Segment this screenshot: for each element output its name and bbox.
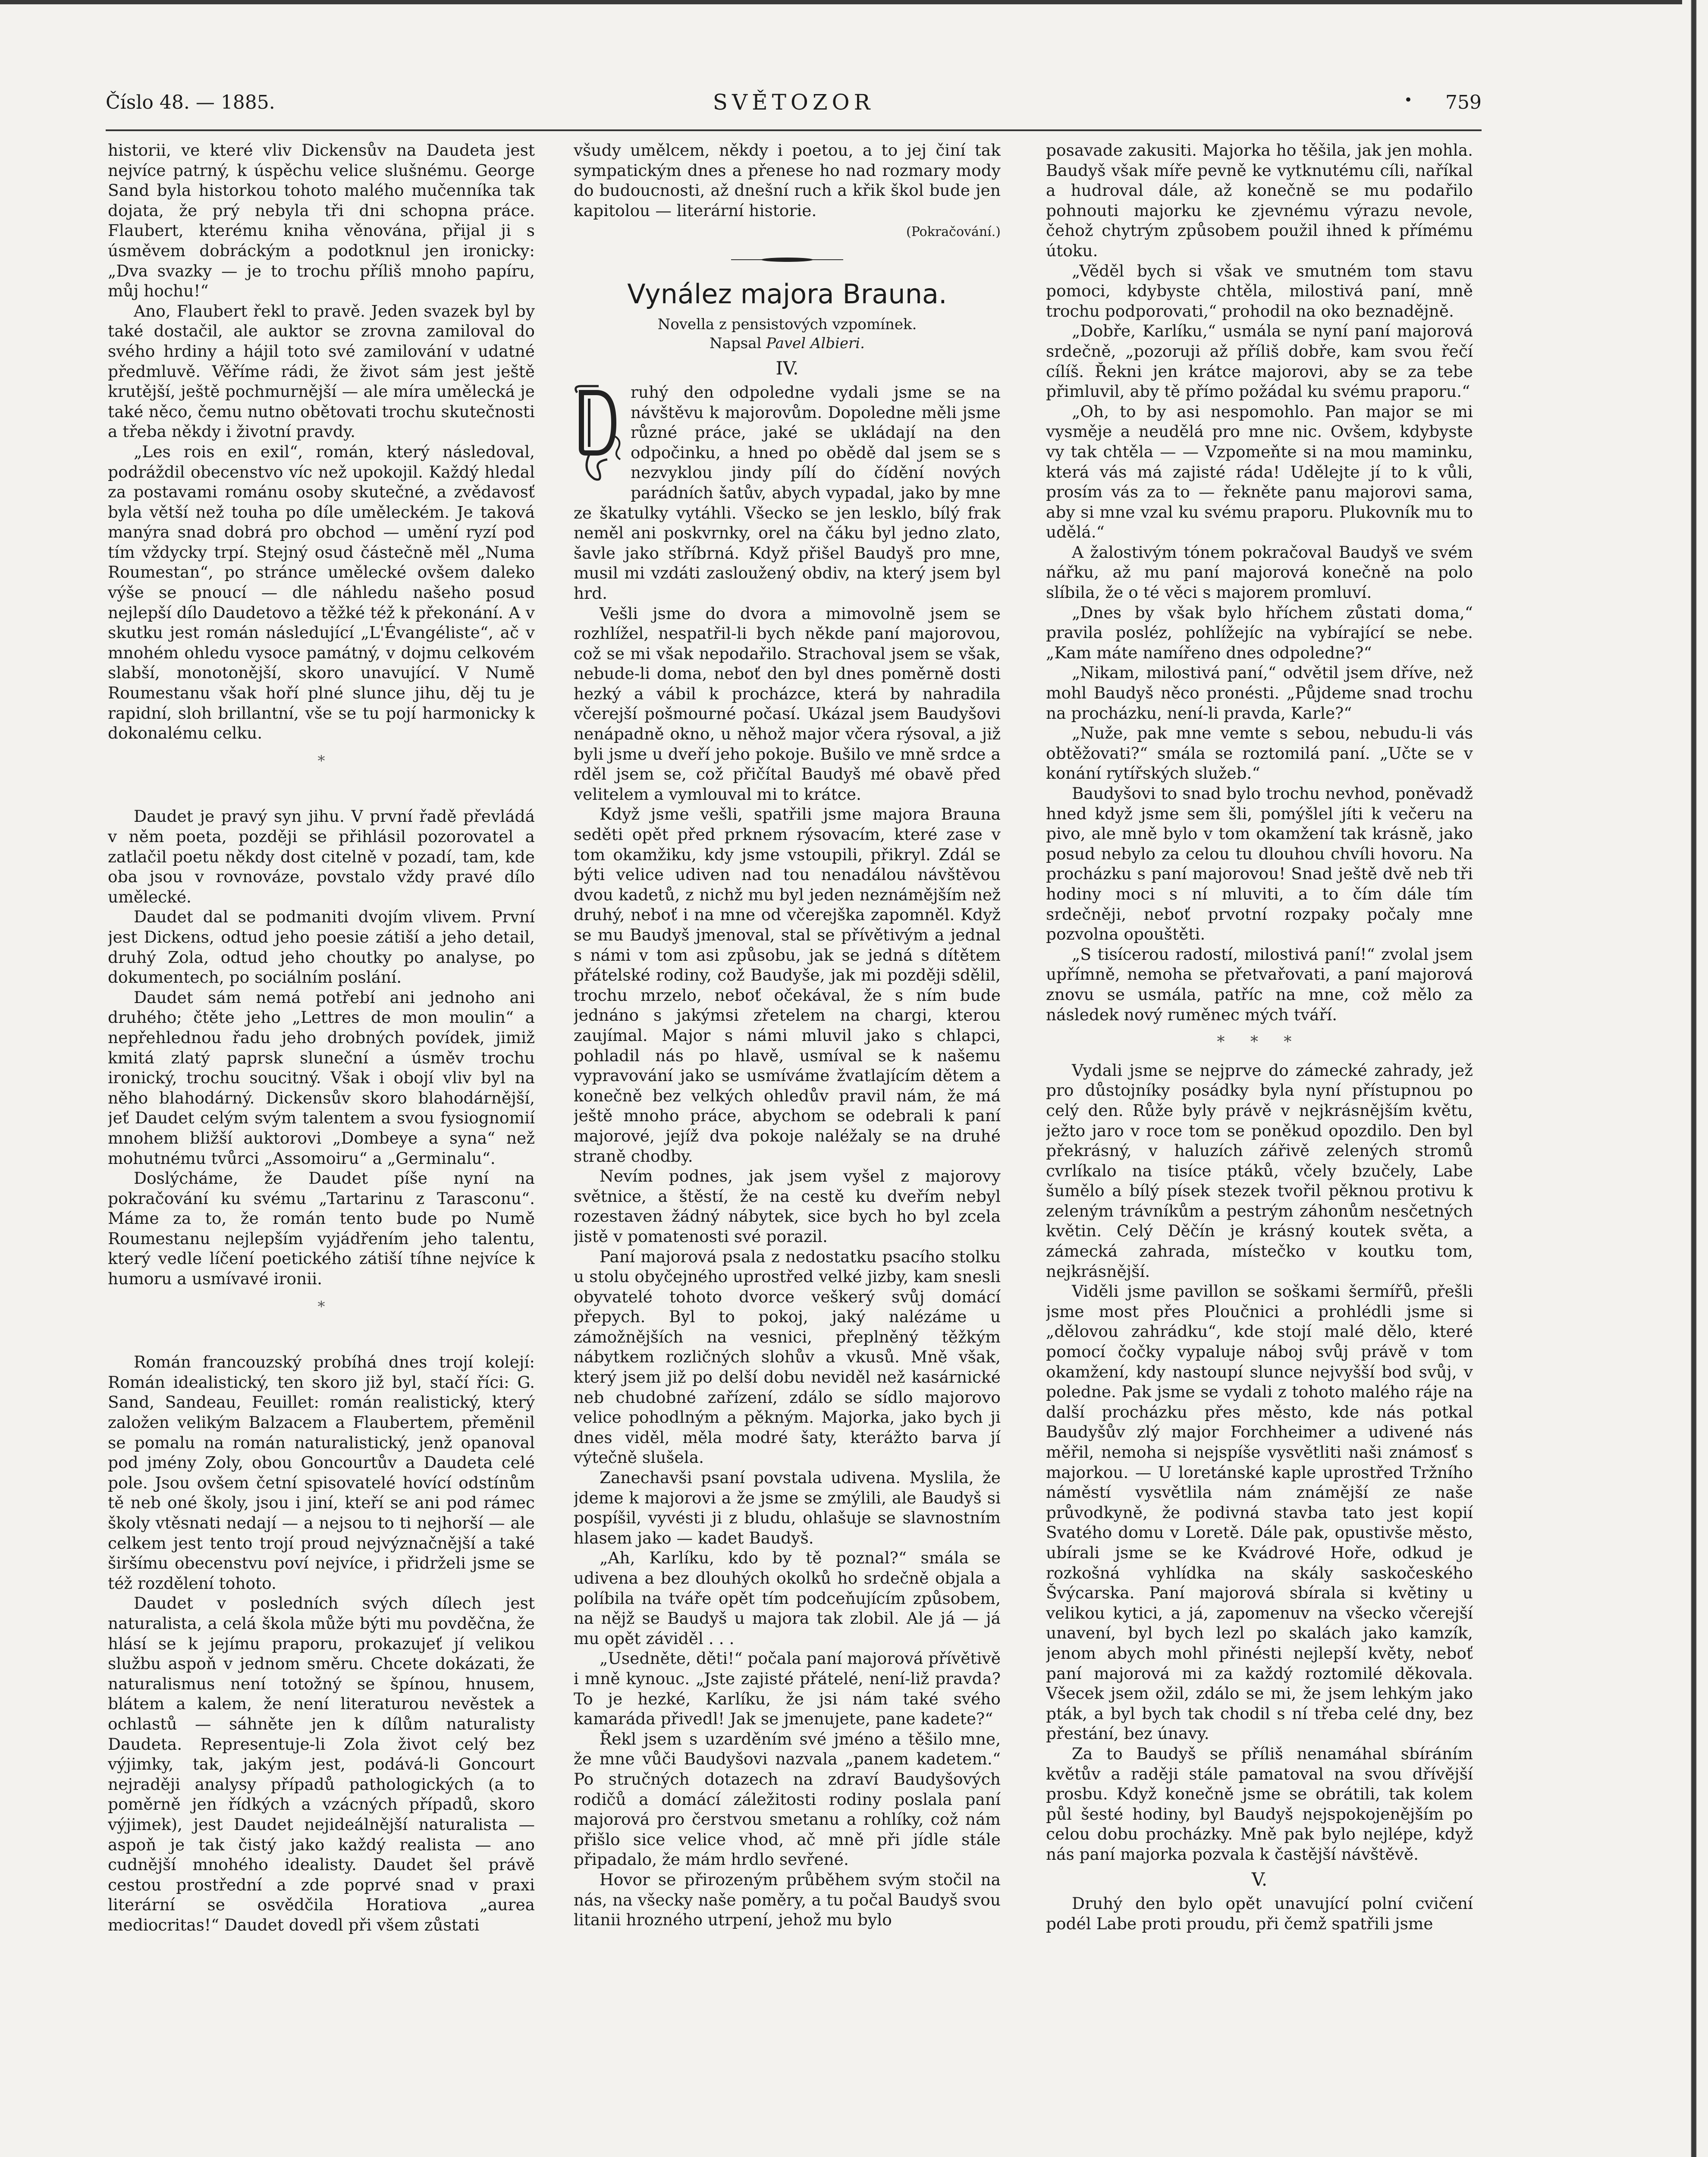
paragraph: ruhý den odpoledne vydali jsme se na návštěvu k majorovům. Dopoledne měli jsme různé práce, jaké se ukládají na den odpočinku, a hned po obědě dal jsem se s nezvyklou jindy pílí do čídění nových parádních šatův, abych vypadal, jako by mne ze škatulky vytáhli. Všecko se jen lesklo, bílý frak neměl ani poskvrnky, orel na čáku byl jedno zlato, šavle jako stříbrná. Když přišel Baudyš pro mne, musil mi vzdáti zasloužený obdiv, na který jsem byl hrd. (574, 382, 1001, 603)
header-rule (106, 129, 1482, 131)
paragraph: Vydali jsme se nejprve do zámecké zahrady, jež pro důstojníky posádky byla nyní přístupnou po celý den. Růže byly právě v nejkrásnějším květu, ježto jaro v roce tom se poněkud opozdilo. Den byl překrásný, v haluzích zářivě zelených stromů cvrlíkalo na tisíce ptáků, včely bzučely, Labe šumělo a bílý písek stezek tvořil pěknou protivu k zeleným trávníkům a pestrým záhonům nesčetných květin. Celý Děčín je krásný koutek světa, a zámecká zahrada, místečko v koutku tom, nejkrásnější. (1046, 1060, 1473, 1281)
paragraph: „Dnes by však bylo hříchem zůstati doma,“ pravila posléz, pohlížejíc na vybírající se nebe. „Kam máte namířeno dnes odpoledne?“ (1046, 603, 1473, 662)
page-header (106, 91, 1482, 122)
paragraph: historii, ve které vliv Dickensův na Daudeta jest nejvíce patrný, k úspěchu velice slušnému. George Sand byla historkou tohoto malého mučenníka tak dojata, že prý nebyla tři dni schopna práce. Flaubert, kterému kniha věnována, přijal ji s úsměvem dobráckým a podotknul jen ironicky: „Dva svazky — je to trochu příliš mnoho papíru, můj hochu!“ (108, 141, 535, 301)
paragraph: Vešli jsme do dvora a mimovolně jsem se rozhlížel, nespatřil-li bych někde paní majorovou, což se mi však nepodařilo. Strachoval jsem se však, nebude-li doma, neboť den byl dnes poměrně dosti hezký a vábil k procházce, která by nahradila včerejší pošmourné počasí. Ukázal jsem Baudyšovi nenápadně okno, u něhož major včera rýsoval, a již byli jsme u dveří jeho pokoje. Bušilo ve mně srdce a rděl jsem se, což přičítal Baudyš mé obavě před velitelem a vymlouval mi to krátce. (574, 604, 1001, 804)
column-2 (574, 140, 1001, 2157)
right-edge-rule (1682, 0, 1708, 2157)
paragraph: Zanechavši psaní povstala udivena. Myslila, že jdeme k majorovi a že jsme se zmýlili, ale Baudyš si pospíšil, vyvésti ji z bludu, ohlašuje se slavnostním hlasem jako — kadet Baudyš. (574, 1468, 1001, 1547)
paragraph: Hovor se přirozeným průběhem svým stočil na nás, na všecky naše poměry, a tu počal Baudyš svou litanii hrozného utrpení, jehož mu bylo (574, 1870, 1001, 1930)
author-prefix: Napsal (710, 334, 762, 352)
paragraph: „Usedněte, děti!“ počala paní majorová přívětivě i mně kynouc. „Jste zajisté přátelé, není-liž pravda? To je hezké, Karlíku, že jsi nám také svého kamaráda přivedl! Jak se jmenujete, pane kadete?“ (574, 1649, 1001, 1729)
paragraph: „Ah, Karlíku, kdo by tě poznal?“ smála se udivena a bez dlouhých okolků ho srdečně objala a políbila na tváře opět tím podceňujícím způsobem, na nějž se Baudyš u majora tak zlobil. Ale já — já mu opět záviděl . . . (574, 1548, 1001, 1648)
story-author-line (574, 334, 1001, 353)
paragraph: „Nikam, milostivá paní,“ odvětil jsem dříve, než mohl Baudyš něco pronésti. „Půjdeme snad trochu na procházku, není-li pravda, Karle?“ (1046, 663, 1473, 723)
paragraph: Ano, Flaubert řekl to pravě. Jeden svazek byl by také dostačil, ale auktor se zrovna zamiloval do svého hrdiny a hájil toto své zamilování v udatné předmluvě. Věříme rádi, že život sám jest ještě krutější, ještě pochmurnější — ale míra umělecká je také něco, čemu nutno obětovati trochu skutečnosti a třeba někdy i životní pravdy. (108, 301, 535, 441)
decorative-initial-d-icon (574, 384, 625, 483)
paragraph: Doslýcháme, že Daudet píše nyní na pokračování ku svému „Tartarinu z Tarasconu“. Máme za to, že román tento bude po Numě Roumestanu nejlepším vyjádřením jeho talentu, který vedle líčení poetického zátiší tíhne nejvíce k humoru a usmívavé ironii. (108, 1169, 535, 1289)
paragraph: Druhý den bylo opět unavující polní cvičení podél Labe proti proudu, při čemž spatřili jsme (1046, 1894, 1473, 1934)
column-3 (1046, 140, 1473, 2157)
paragraph: „Nuže, pak mne vemte s sebou, nebudu-li vás obtěžovati?“ smála se roztomilá paní. „Učte se v konání rytířských služeb.“ (1046, 723, 1473, 783)
paragraph: „Oh, to by asi nespomohlo. Pan major se mi vysměje a neudělá pro mne nic. Ovšem, kdybyste vy tak chtěla — — Vzpomeňte si na mou maminku, která vás má zajisté ráda! Udělejte jí to k vůli, prosím vás za to — řekněte panu majorovi sama, aby si mne vzal ku svému praporu. Plukovník mu to udělá.“ (1046, 402, 1473, 542)
chapter-heading: IV. (776, 357, 799, 379)
spacer (108, 1324, 535, 1352)
paragraph: posavade zakusiti. Majorka ho těšila, jak jen mohla. Baudyš však míře pevně ke vytknutému cíli, naříkal a hudroval dále, až konečně se mu podařilo pohnouti majorku ke zjevnému výrazu nevole, čehož chytrým způsobem použil ihned k přímému útoku. (1046, 141, 1473, 260)
paragraph: Román francouzský probíhá dnes trojí kolejí: Román idealistický, ten skoro již byl, stačí říci: G. Sand, Sandeau, Feuillet: román realistický, který založen velikým Balzacem a Flaubertem, přeměnil se pomalu na román naturalistický, jenž opanoval pod jmény Zoly, obou Goncourtův a Daudeta celé pole. Jsou ovšem četní spisovatelé hovící odstínům tě neb oné školy, jsou i jiní, kteří se ani pod rámec školy vtěsnati nedají — a nejsou to ti nejhorší — ale celkem jest tento trojí proud nejvýznačnější a také širšímu obecenstvu poví nejvíce, i přidrželi jsme se též rozdělení tohoto. (108, 1352, 535, 1593)
paragraph: Daudet v posledních svých dílech jest naturalista, a celá škola může býti mu povděčna, že hlásí se k jejímu praporu, prokazujeť jí velikou službu aspoň v jednom směru. Chcete dokázati, že naturalismus není totožný se špínou, hnusem, blátem a kalem, že není literaturou nevěstek a ochlastů — sáhněte jen k dílům naturalisty Daudeta. Representuje-li Zola život celý bez výjimky, tak, jakým jest, podává-li Goncourt nejraději analysy případů pathologických (a to poměrně jen řídkých a vzácných případů, skoro výjimek), jest Daudet nejideálnější naturalista — aspoň je tak čistý jako každý realista — ano cudnější mnohého idealisty. Daudet šel právě cestou prostřední a zde poprvé snad v praxi literární se osvědčila Horatiova „aurea mediocritas!“ Daudet dovedl při všem zůstati (108, 1594, 535, 1934)
story-title: Vynález majora Brauna. (627, 278, 947, 310)
paragraph: „S tisícerou radostí, milostivá paní!“ zvolal jsem upřímně, nemoha se přetvařovati, a paní majorová znovu se usmála, patříc na mne, což mělo za následek nový ruměnec mých tváří. (1046, 944, 1473, 1024)
paragraph: „Dobře, Karlíku,“ usmála se nyní paní majorová srdečně, „pozoruji až příliš dobře, kam svou řečí cílíš. Řekni jen krátce majorovi, aby se za tebe přimluvil, aby tě přímo požádal ku svému praporu.“ (1046, 321, 1473, 401)
story-subtitle: Novella z pensistových vzpomínek. (657, 315, 917, 333)
paragraph: Daudet dal se podmaniti dvojím vlivem. První jest Dickens, odtud jeho poesie zátiší a jeho detail, druhý Zola, odtud jeho choutky po analyse, po dokumentech, po sociálním poslání. (108, 907, 535, 987)
column-1 (108, 140, 535, 2157)
paragraph: Řekl jsem s uzarděním své jméno a těšilo mne, že mne vůči Baudyšovi nazvala „panem kadetem.“ Po stručných dotazech na zdraví Baudyšových rodičů a domácí záležitosti rodiny poslala paní majorová pro čerstvou smetanu a rohlíky, což nám přišlo sice velice vhod, ač mně při jídle stále připadalo, že mám hrdlo sevřené. (574, 1729, 1001, 1869)
continued-note: (Pokračování.) (906, 224, 1001, 240)
paragraph: všudy umělcem, někdy i poetou, a to jej činí tak sympatickým dnes a přenese ho nad rozmary mody do budoucnosti, až dnešní ruch a křik škol bude jen kapitolou — literární historie. (574, 141, 1001, 220)
paragraph: Za to Baudyš se příliš nenamáhal sbíráním květův a raději stále pamatoval na svou dřívější prosbu. Když konečně jsme se obrátili, tak kolem půl šesté hodiny, byl Baudyš nejspokojenějším po celou dobu procházky. Mně pak bylo nejlépe, když nás paní majorka pozvala k častější návštěvě. (1046, 1744, 1473, 1864)
page-number: 759 (1445, 91, 1482, 113)
paragraph: Daudet sám nemá potřebí ani jednoho ani druhého; čtěte jeho „Lettres de mon moulin“ a nepřehlednou řadu jeho drobných povídek, jimiž kmitá zlatý paprsk sluneční a úsměv trochu ironický, trochu soucitný. Však i obojí vliv byl na něho blahodárný. Dickensův skoro blahodárnější, jeť Daudet celým svým talentem a svou fysiognomií mnohem bližší auktorovi „Dombeye a syna“ než mohutnému tvůrci „Assomoiru“ a „Germinalu“. (108, 987, 535, 1168)
paragraph: „Les rois en exil“, román, který následoval, podráždil obecenstvo víc než upokojil. Každý hledal za postavami románu osoby skutečné, a zvědavosť byla větší než touha po díle uměleckém. Je taková manýra snad dobrá pro obchod — umění ryzí pod tím vždycky trpí. Stejný osud částečně měl „Numa Roumestan“, po stránce umělecké ovšem daleko výše se pnoucí — dle náhledu našeho posud nejlepší dílo Daudetovo a těžké též k překonání. A v skutku jest román následující „L'Évangéliste“, ač v mnohém ohledu vysoce památný, v dojmu celkovém slabší, monotonější, skoro unavující. V Numě Roumestanu však hoří plné slunce jihu, děj tu je rapidní, sloh brillantní, vše se tu pojí harmonicky k dokonalému celku. (108, 442, 535, 743)
section-stars: * * * (1217, 1033, 1302, 1051)
section-separator: * (317, 752, 325, 770)
paragraph: Daudet je pravý syn jihu. V první řadě převládá v něm poeta, později se přihlásil pozorovatel a zatlačil poetu někdy dost citelně v pozadí, tam, kde oba jsou v rovnováze, povstalo vždy pravé dílo umělecké. (108, 807, 535, 906)
issue-label: Číslo 48. — 1885. (106, 91, 275, 113)
paragraph: „Věděl bych si však ve smutném tom stavu pomoci, kdybyste chtěla, milostivá paní, mně trochu podporovati,“ prohodil na oko beznadějně. (1046, 261, 1473, 321)
paragraph: Baudyšovi to snad bylo trochu nevhod, poněvadž hned když jsme sem šli, pomýšlel jíti k večeru na pivo, ale mně bylo v tom okamžení tak krásně, jako posud nebylo za celou tu dlouhou chvíli hovoru. Na procházku s paní majorovou! Snad ještě dvě neb tři hodiny moci s ní mluviti, a to čím dále tím srdečněji, neboť prvotní rozpaky počaly mne pozvolna opouštěti. (1046, 784, 1473, 944)
paragraph: Paní majorová psala z nedostatku psacího stolku u stolu obyčejného uprostřed velké jizby, kam snesli obyvatelé tohoto dvorce veškerý svůj domácí přepych. Byl to pokoj, jaký nalézáme u zámožnějších na vesnici, přeplněný těžkým nábytkem rozličných slohův a vkusů. Mně však, který jsem již po delší dobu neviděl než kasárnické neb chudobné zařízení, zdálo se sídlo majorovo velice pohodlným a pěkným. Majorka, jako bych ji dnes viděl, měla modré šaty, kterážto barva jí výtečně slušela. (574, 1247, 1001, 1467)
paragraph: A žalostivým tónem pokračoval Baudyš ve svém nářku, až mu paní majorová konečně na polo slíbila, že o té věci s majorem promluví. (1046, 542, 1473, 602)
paragraph: Viděli jsme pavillon se soškami šermířů, přešli jsme most přes Ploučnici a prohlédli jsme si „dělovou zahrádku“, kde stojí malé dělo, které pomocí čočky vypaluje náboj svůj právě v tom okamžení, kdy nastoupí slunce nejvyšší bod svůj, v poledne. Pak jsme se vydali z tohoto malého ráje na další procházku přes město, kde nás potkal Baudyšův zlý major Forchheimer a udivené nás měřil, nemoha si nejspíše vysvětliti naši známosť s majorkou. — U loretánské kaple uprostřed Tržního náměstí vysvětlila nám známější ze naše průvodkyně, že podivná stavba tato jest kopií Svatého domu v Loretě. Dále pak, opustivše město, ubírali jsme se ke Kvádrové Hoře, odkud je rozkošná vyhlídka na skály saskočeského Švýcarska. Paní majorová sbírala si květiny u velikou kytici, a já, zapomenuv na všecko včerejší unavení, byl bych lezl po skalách jako kamzík, jenom abych mohl přinésti nejlepší květy, neboť paní majorová mi za každý roztomilé děkovala. Všecek jsem ožil, zdálo se mi, že jsem lehkým jako pták, a byl bych tak chodil s ní třeba celé dny, bez přestání, bez únavy. (1046, 1282, 1473, 1743)
section-separator: * (317, 1298, 325, 1315)
paragraph: Nevím podnes, jak jsem vyšel z majorovy světnice, a štěstí, že na cestě ku dveřím nebyl rozestaven žádný nábytek, sice bych ho byl zcela jistě v pomatenosti své porazil. (574, 1167, 1001, 1246)
author-name: Pavel Albieri. (766, 334, 865, 352)
top-edge-rule (0, 0, 1708, 4)
chapter-heading: V. (1251, 1869, 1268, 1890)
paragraph: Když jsme vešli, spatřili jsme majora Brauna seděti opět před prknem rýsovacím, které zase v tom okamžiku, kdy jsme vstoupili, přikryl. Zdál se býti velice udiven nad tou nenadálou návštěvou dvou kadetů, z nichž mu byl jeden neznámějším než druhý, neboť i na mne od včerejška zapomněl. Když se mu Baudyš jmenoval, stal se přívětivým a jednal s námi v tom asi způsobu, jak se jedná s dítětem přátelské rodiny, což Baudyše, jak mi později sdělil, trochu mrzelo, neboť očekával, že s ním bude jednáno s jakýmsi zřetelem na chargi, kterou zaujímal. Major s námi mluvil jako s chlapci, pohladil nás po hlavě, usmíval se k našemu vypravování jako se usmíváme žvatlajícím dětem a konečně bez velkých ohledův pravil nám, že má ještě mnoho práce, abychom se odebrali k paní majorové, jejíž dva pokoje naléžaly se na druhé straně chodby. (574, 805, 1001, 1166)
ornament-divider (722, 255, 852, 264)
journal-title: SVĚTOZOR (713, 90, 875, 115)
header-dot: • (1404, 91, 1413, 109)
spacer (108, 779, 535, 806)
